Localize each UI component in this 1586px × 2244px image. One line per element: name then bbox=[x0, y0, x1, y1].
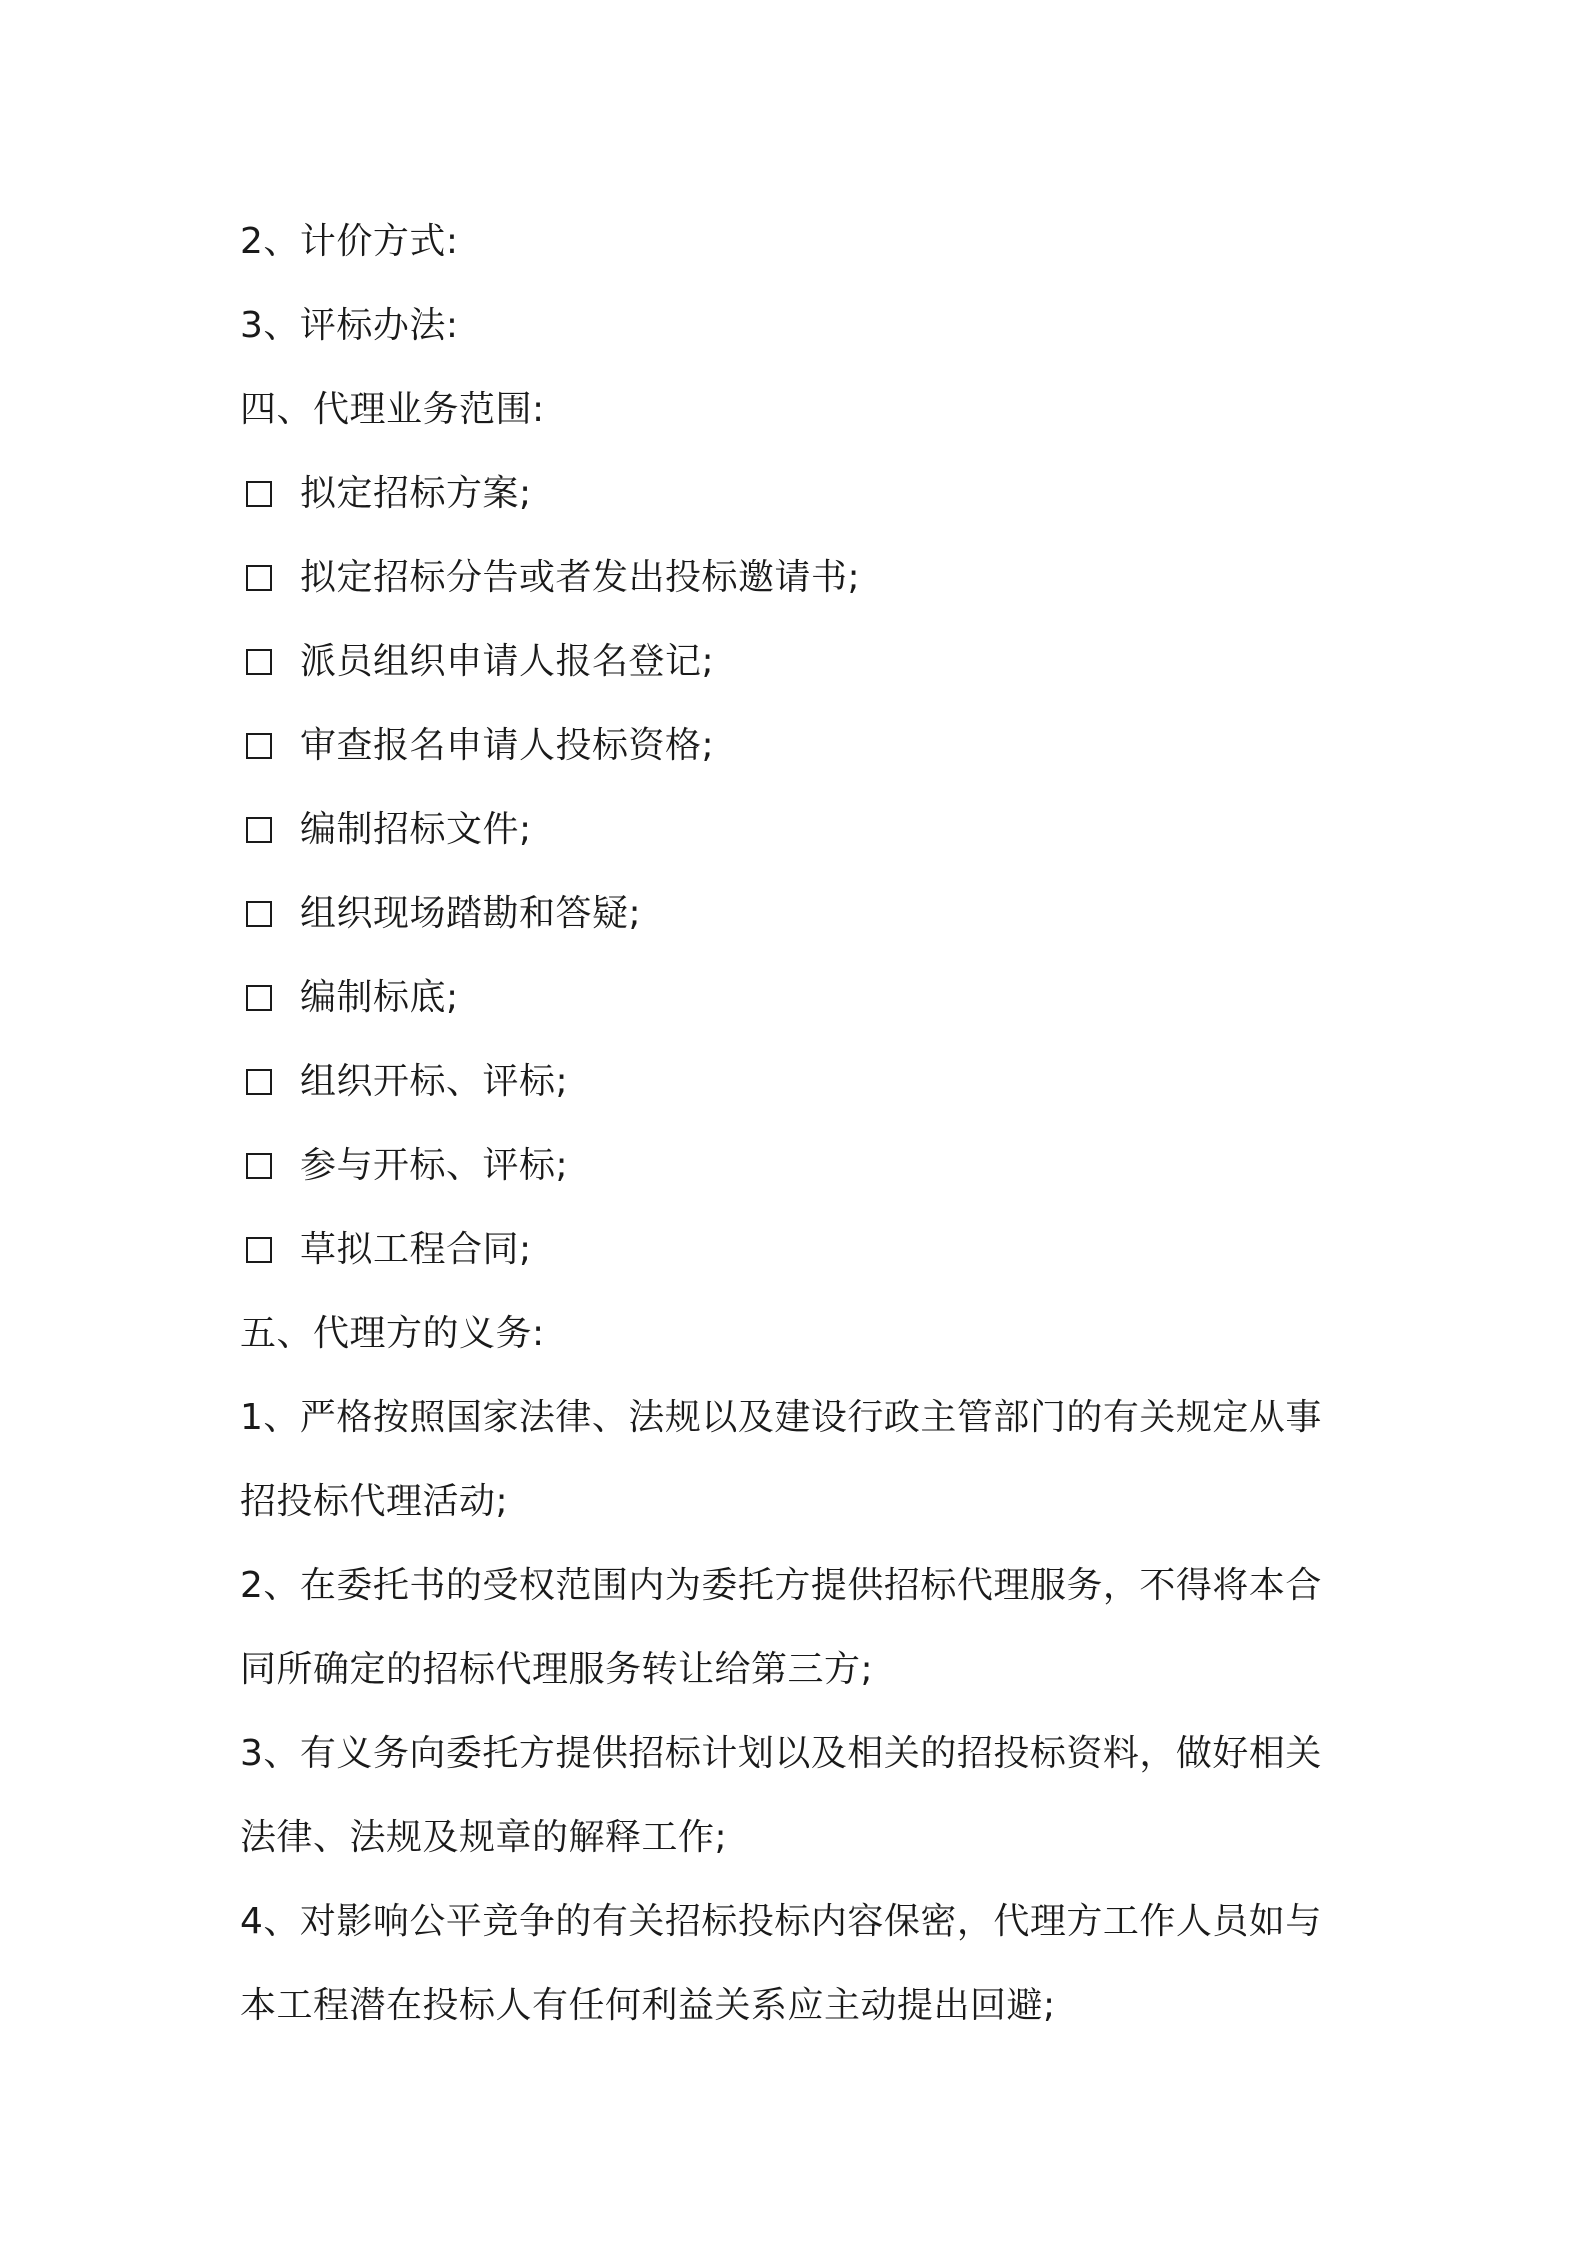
document-body bbox=[240, 200, 1360, 2048]
text-line: 1、严格按照国家法律、法规以及建设行政主管部门的有关规定从事 bbox=[240, 1397, 1322, 1438]
text-line: 同所确定的招标代理服务转让给第三方; bbox=[240, 1649, 874, 1690]
checkbox-item bbox=[240, 1208, 1360, 1292]
checkbox-item bbox=[240, 1040, 1360, 1124]
checkbox-icon[interactable] bbox=[246, 1237, 272, 1263]
section-heading: 五、代理方的义务: bbox=[240, 1313, 545, 1354]
checkbox-label: 拟定招标方案; bbox=[300, 473, 532, 514]
checkbox-icon[interactable] bbox=[246, 481, 272, 507]
checkbox-icon[interactable] bbox=[246, 733, 272, 759]
checkbox-label: 组织现场踏勘和答疑; bbox=[300, 893, 642, 934]
checkbox-label: 组织开标、评标; bbox=[300, 1061, 569, 1102]
checkbox-item bbox=[240, 956, 1360, 1040]
checkbox-icon[interactable] bbox=[246, 985, 272, 1011]
text-line: 2、计价方式: bbox=[240, 221, 459, 262]
checkbox-label: 派员组织申请人报名登记; bbox=[300, 641, 715, 682]
text-line: 2、在委托书的受权范围内为委托方提供招标代理服务，不得将本合 bbox=[240, 1565, 1322, 1606]
checkbox-icon[interactable] bbox=[246, 649, 272, 675]
checkbox-item bbox=[240, 620, 1360, 704]
text-line: 招投标代理活动; bbox=[240, 1481, 509, 1522]
checkbox-icon[interactable] bbox=[246, 817, 272, 843]
section-heading: 四、代理业务范围: bbox=[240, 389, 545, 430]
checkbox-label: 参与开标、评标; bbox=[300, 1145, 569, 1186]
checkbox-label: 编制招标文件; bbox=[300, 809, 532, 850]
checkbox-label: 拟定招标分告或者发出投标邀请书; bbox=[300, 557, 861, 598]
text-line: 法律、法规及规章的解释工作; bbox=[240, 1817, 728, 1858]
checkbox-label: 草拟工程合同; bbox=[300, 1229, 532, 1270]
checkbox-icon[interactable] bbox=[246, 901, 272, 927]
checkbox-item bbox=[240, 536, 1360, 620]
checkbox-label: 编制标底; bbox=[300, 977, 459, 1018]
checkbox-icon[interactable] bbox=[246, 565, 272, 591]
checkbox-item bbox=[240, 788, 1360, 872]
checkbox-item bbox=[240, 704, 1360, 788]
checkbox-label: 审查报名申请人投标资格; bbox=[300, 725, 715, 766]
checkbox-item bbox=[240, 452, 1360, 536]
text-line: 本工程潜在投标人有任何利益关系应主动提出回避; bbox=[240, 1985, 1056, 2026]
text-line: 4、对影响公平竞争的有关招标投标内容保密，代理方工作人员如与 bbox=[240, 1901, 1322, 1942]
checkbox-icon[interactable] bbox=[246, 1153, 272, 1179]
text-line: 3、有义务向委托方提供招标计划以及相关的招投标资料，做好相关 bbox=[240, 1733, 1322, 1774]
text-line: 3、评标办法: bbox=[240, 305, 459, 346]
checkbox-item bbox=[240, 872, 1360, 956]
checkbox-icon[interactable] bbox=[246, 1069, 272, 1095]
checkbox-item bbox=[240, 1124, 1360, 1208]
